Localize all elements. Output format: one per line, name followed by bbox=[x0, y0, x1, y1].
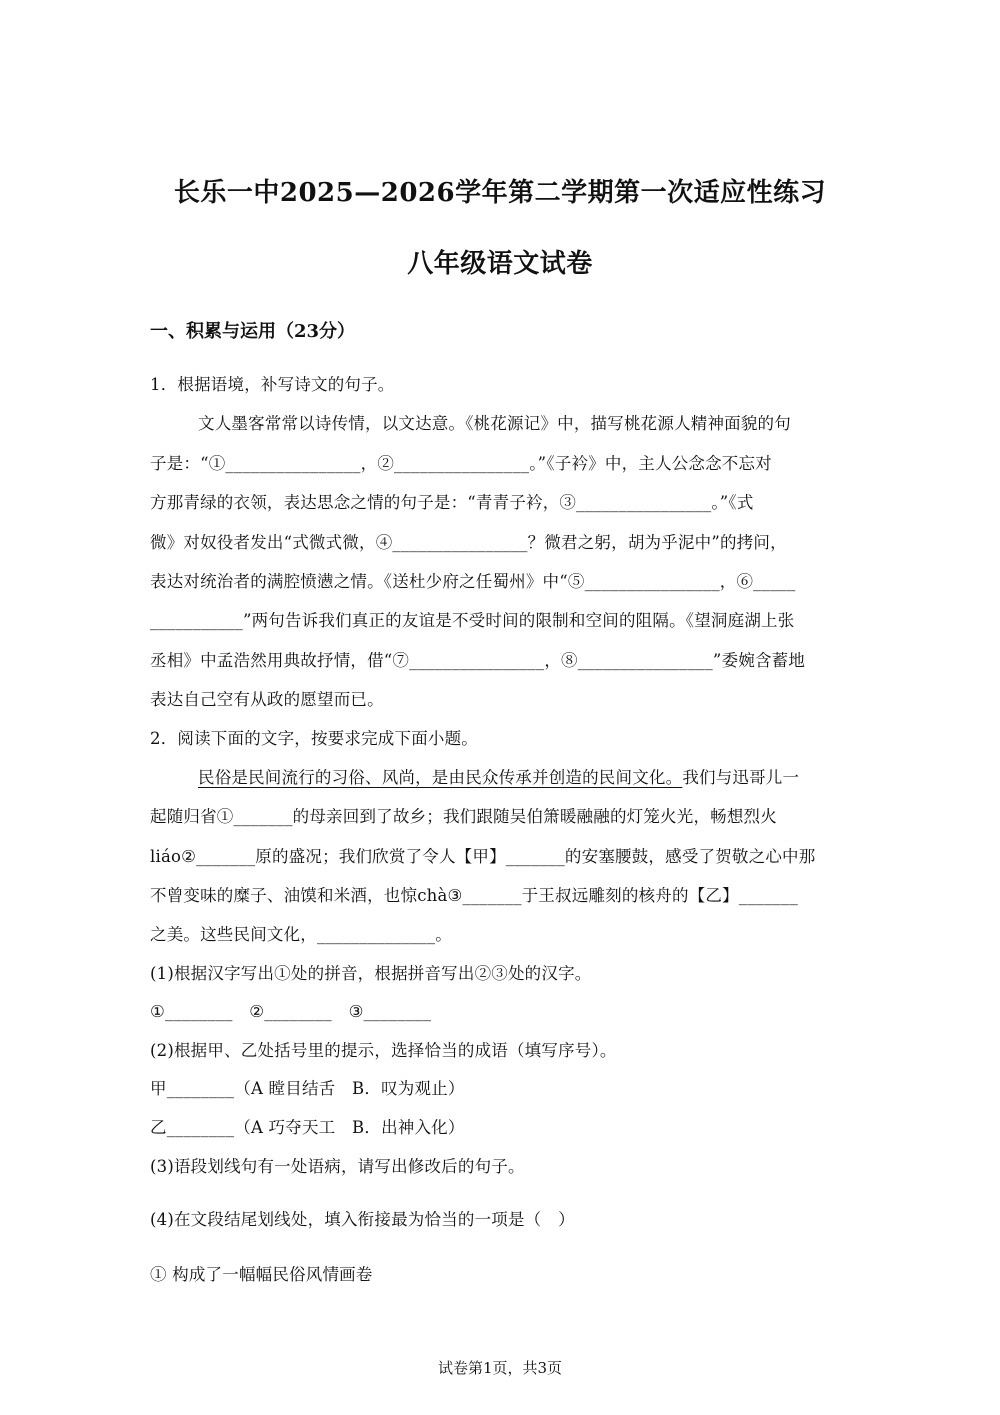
question-1-line: 文人墨客常常以诗传情，以文达意。《桃花源记》中，描写桃花源人精神面貌的句 bbox=[198, 414, 791, 433]
question-1-line: 丞相》中孟浩然用典故抒情，借“⑦________________，⑧________________”委婉含蓄地 bbox=[150, 651, 806, 670]
question-1-line: ___________”两句告诉我们真正的友谊是不受时间的限制和空间的阻隔。《望洞庭湖上张 bbox=[150, 611, 795, 630]
sub-question-2-yi: 乙________（A 巧夺天工 B．出神入化） bbox=[150, 1118, 465, 1137]
sub-question-1: (1)根据汉字写出①处的拼音，根据拼音写出②③处的汉字。 bbox=[150, 964, 592, 983]
exam-subtitle: 八年级语文试卷 bbox=[407, 249, 593, 279]
sub-question-4: (4)在文段结尾划线处，填入衔接最为恰当的一项是（ ） bbox=[150, 1210, 575, 1229]
question-1-line: 子是：“①________________，②________________。”《子衿》中，主人公念念不忘对 bbox=[150, 454, 772, 473]
passage-line: 不曾变味的糜子、油馍和米酒，也惊chà③_______于王叔远雕刻的核舟的【乙】_______ bbox=[150, 886, 798, 905]
answer-option-1: ① 构成了一幅幅民俗风情画卷 bbox=[150, 1265, 373, 1284]
question-1-line: 表达对统治者的满腔愤懑之情。《送杜少府之任蜀州》中“⑤________________，⑥_____ bbox=[150, 572, 796, 591]
sub-question-2: (2)根据甲、乙处括号里的提示，选择恰当的成语（填写序号）。 bbox=[150, 1041, 617, 1060]
passage-text: 我们与迅哥儿一 bbox=[682, 768, 800, 787]
question-1-line: 表达自己空有从政的愿望而已。 bbox=[150, 690, 384, 709]
question-1-line: 微》对奴役者发出“式微式微，④________________？微君之躬，胡为乎泥中”的拷问， bbox=[150, 533, 787, 552]
passage-line: 之美。这些民间文化，______________。 bbox=[150, 925, 452, 944]
sub-question-2-jia: 甲________（A 瞠目结舌 B．叹为观止） bbox=[150, 1079, 465, 1098]
sub-question-3: (3)语段划线句有一处语病，请写出修改后的句子。 bbox=[150, 1157, 525, 1176]
page-footer: 试卷第1页，共3页 bbox=[437, 1359, 563, 1377]
section-heading: 一、积累与运用（23分） bbox=[150, 321, 356, 342]
passage-line: liáo②_______原的盛况；我们欣赏了令人【甲】_______的安塞腰鼓，感受了贺敬之心中那 bbox=[150, 847, 816, 866]
question-2-stem: 2．阅读下面的文字，按要求完成下面小题。 bbox=[150, 729, 478, 748]
exam-title: 长乐一中2025—2026学年第二学期第一次适应性练习 bbox=[173, 178, 827, 208]
underlined-sentence: 民俗是民间流行的习俗、风尚，是由民众传承并创造的民间文化。 bbox=[198, 768, 683, 787]
passage-first-line bbox=[198, 764, 799, 788]
sub-question-1-blanks: ①________ ②________ ③________ bbox=[150, 1002, 432, 1021]
question-1-stem: 1．根据语境，补写诗文的句子。 bbox=[150, 375, 395, 394]
question-1-line: 方那青绿的衣领，表达思念之情的句子是：“青青子衿，③________________。”《式 bbox=[150, 493, 754, 512]
passage-line: 起随归省①_______的母亲回到了故乡；我们跟随吴伯箫暖融融的灯笼火光，畅想烈火 bbox=[150, 807, 777, 826]
